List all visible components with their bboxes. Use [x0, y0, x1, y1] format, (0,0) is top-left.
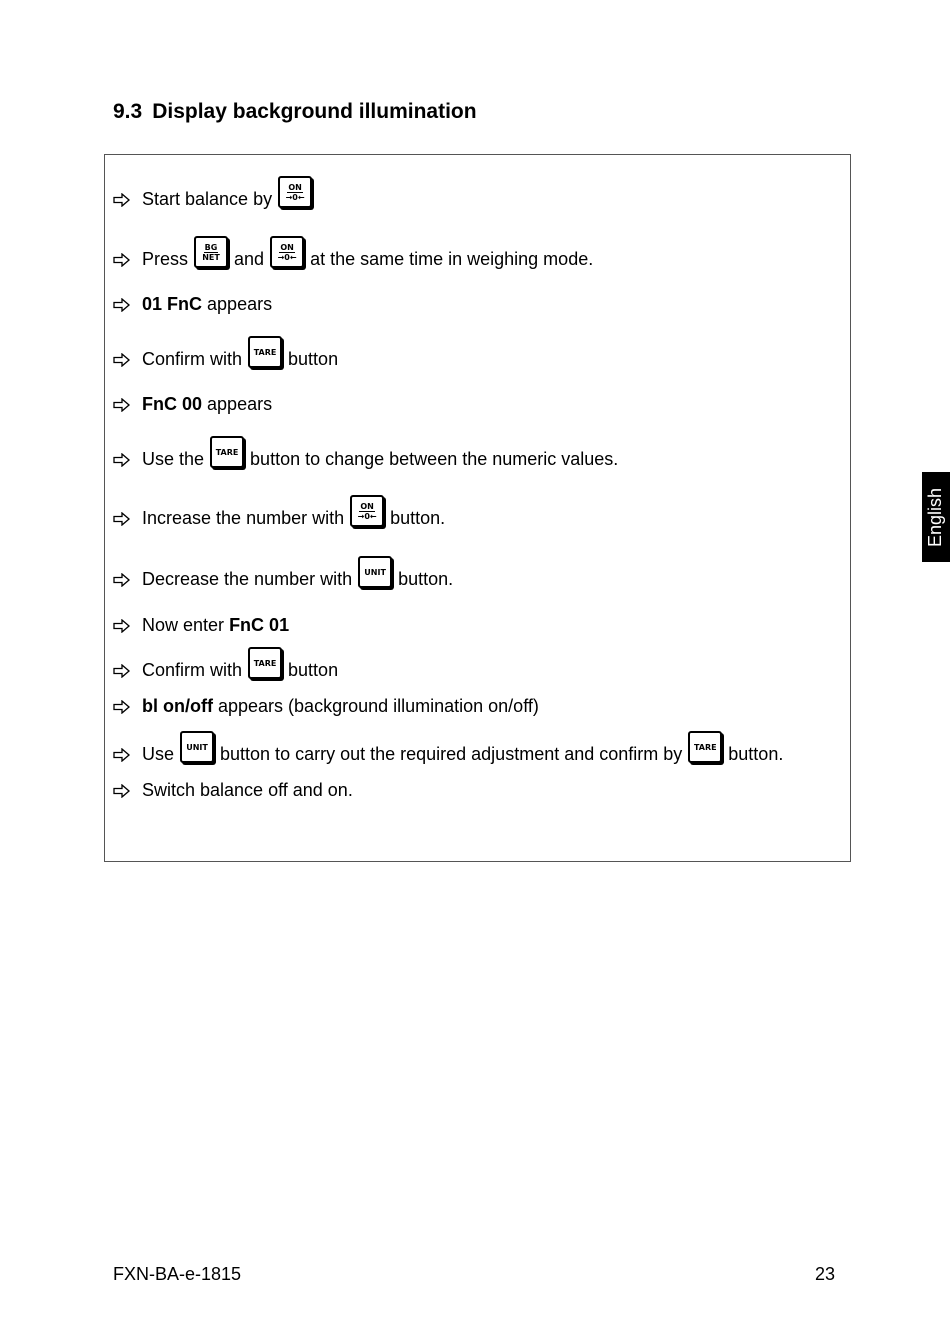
section-title: Display background illumination	[152, 100, 477, 123]
step-text: appears	[207, 294, 273, 314]
on-zero-key-icon: ON →0←	[270, 236, 304, 268]
hollow-arrow-icon	[113, 664, 131, 678]
step-text: Press	[142, 249, 189, 269]
hollow-arrow-icon	[113, 700, 131, 714]
step-text: button.	[398, 569, 454, 589]
page-number: 23	[815, 1264, 836, 1284]
step-bl-onoff-appears	[113, 695, 539, 717]
step-use-tare	[113, 436, 618, 470]
step-confirm-tare	[113, 336, 338, 370]
step-text: at the same time in weighing mode.	[310, 249, 594, 269]
section-heading	[113, 100, 477, 124]
tare-key-icon: TARE	[210, 436, 244, 468]
hollow-arrow-icon	[113, 784, 131, 798]
hollow-arrow-icon	[113, 193, 131, 207]
unit-key-icon: UNIT	[358, 556, 392, 588]
step-01fnc-appears	[113, 293, 272, 315]
display-code: bl on/off	[142, 696, 213, 716]
step-increase-number	[113, 495, 445, 529]
step-text: Confirm with	[142, 349, 243, 369]
step-text: Use	[142, 744, 175, 764]
hollow-arrow-icon	[113, 253, 131, 267]
on-zero-key-icon: ON →0←	[350, 495, 384, 527]
step-text: button to carry out the required adjustment and confirm by	[220, 744, 683, 764]
hollow-arrow-icon	[113, 398, 131, 412]
on-zero-key-icon: ON →0←	[278, 176, 312, 208]
step-text: button	[288, 660, 339, 680]
step-text: button	[288, 349, 339, 369]
hollow-arrow-icon	[113, 748, 131, 762]
hollow-arrow-icon	[113, 353, 131, 367]
step-text: Start balance by	[142, 189, 273, 209]
step-text: appears	[207, 394, 273, 414]
step-fnc00-appears	[113, 393, 272, 415]
language-label: English	[925, 487, 946, 547]
step-text: button to change between the numeric values.	[250, 449, 619, 469]
section-number: 9.3	[113, 100, 143, 123]
step-use-unit-confirm-tare	[113, 731, 783, 765]
step-text: button.	[728, 744, 784, 764]
step-enter-fnc01	[113, 614, 289, 636]
bg-net-key-icon: BG NET	[194, 236, 228, 268]
hollow-arrow-icon	[113, 298, 131, 312]
document-id: FXN-BA-e-1815	[113, 1264, 242, 1284]
tare-key-icon: TARE	[248, 336, 282, 368]
step-text: Increase the number with	[142, 508, 345, 528]
display-code: FnC 00	[142, 394, 203, 414]
hollow-arrow-icon	[113, 453, 131, 467]
hollow-arrow-icon	[113, 573, 131, 587]
step-text: Now enter	[142, 615, 225, 635]
step-text: button.	[390, 508, 446, 528]
tare-key-icon: TARE	[248, 647, 282, 679]
step-text: Switch balance off and on.	[142, 780, 353, 800]
step-text: Use the	[142, 449, 205, 469]
display-code: 01 FnC	[142, 294, 203, 314]
step-text: and	[234, 249, 265, 269]
hollow-arrow-icon	[113, 512, 131, 526]
step-confirm-tare-2	[113, 647, 338, 681]
unit-key-icon: UNIT	[180, 731, 214, 763]
step-text: appears (background illumination on/off)	[218, 696, 539, 716]
display-code: FnC 01	[229, 615, 290, 635]
step-press-keys	[113, 236, 593, 270]
step-decrease-number	[113, 556, 453, 590]
hollow-arrow-icon	[113, 619, 131, 633]
step-switch-off-on	[113, 779, 353, 801]
step-text: Confirm with	[142, 660, 243, 680]
step-text: Decrease the number with	[142, 569, 353, 589]
tare-key-icon: TARE	[688, 731, 722, 763]
language-side-tab	[922, 472, 950, 562]
step-start-balance	[113, 176, 318, 210]
